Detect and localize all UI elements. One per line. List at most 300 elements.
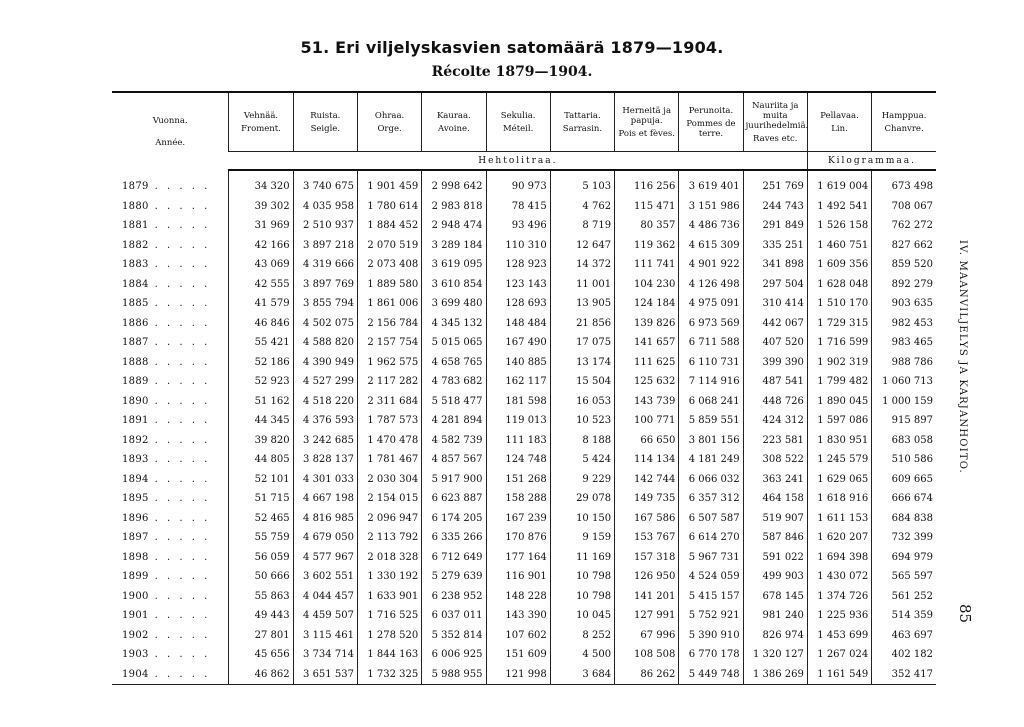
value-cell: 11 169	[550, 548, 614, 568]
value-cell: 2 030 304	[357, 470, 421, 490]
header-year-fi: Vuonna.	[152, 115, 188, 126]
value-cell: 892 279	[872, 275, 936, 295]
value-cell: 5 449 748	[679, 665, 743, 685]
value-cell: 2 154 015	[357, 489, 421, 509]
value-cell: 13 905	[550, 294, 614, 314]
value-cell: 3 242 685	[293, 431, 357, 451]
value-cell: 487 541	[743, 372, 807, 392]
value-cell: 4 524 059	[679, 567, 743, 587]
value-cell: 5 103	[550, 170, 614, 197]
value-cell: 609 665	[872, 470, 936, 490]
leader-dots: . . . . .	[154, 200, 211, 212]
column-header-fi: Hamppua.	[881, 110, 927, 121]
value-cell: 8 719	[550, 216, 614, 236]
table-row	[112, 645, 936, 665]
leader-dots: . . . . .	[154, 356, 211, 368]
value-cell: 1 732 325	[357, 665, 421, 685]
value-cell: 6 973 569	[679, 314, 743, 334]
value-cell: 108 508	[615, 645, 679, 665]
value-cell: 119 013	[486, 411, 550, 431]
leader-dots: . . . . .	[154, 317, 211, 329]
column-header-fr: Pois et fèves.	[618, 128, 675, 139]
value-cell: 4 975 091	[679, 294, 743, 314]
header-year-fr: Année.	[155, 137, 186, 148]
value-cell: 39 820	[229, 431, 293, 451]
year-cell	[112, 665, 229, 685]
value-cell: 1 780 614	[357, 197, 421, 217]
page-number: 85	[956, 604, 974, 624]
value-cell: 46 862	[229, 665, 293, 685]
year-cell	[112, 470, 229, 490]
value-cell: 826 974	[743, 626, 807, 646]
year-cell	[112, 626, 229, 646]
year-label: 1894	[122, 473, 149, 485]
table-row	[112, 411, 936, 431]
value-cell: 352 417	[872, 665, 936, 685]
value-cell: 1 460 751	[807, 236, 871, 256]
value-cell: 44 345	[229, 411, 293, 431]
table-row	[112, 431, 936, 451]
value-cell: 223 581	[743, 431, 807, 451]
table-row	[112, 353, 936, 373]
year-label: 1901	[122, 610, 149, 622]
value-cell: 915 897	[872, 411, 936, 431]
value-cell: 514 359	[872, 606, 936, 626]
value-cell: 3 828 137	[293, 450, 357, 470]
value-cell: 2 998 642	[422, 170, 486, 197]
value-cell: 4 582 739	[422, 431, 486, 451]
value-cell: 561 252	[872, 587, 936, 607]
value-cell: 2 117 282	[357, 372, 421, 392]
value-cell: 128 923	[486, 255, 550, 275]
table-row	[112, 294, 936, 314]
value-cell: 2 073 408	[357, 255, 421, 275]
column-header	[615, 92, 679, 152]
year-label: 1886	[122, 317, 149, 329]
value-cell: 4 762	[550, 197, 614, 217]
value-cell: 3 897 769	[293, 275, 357, 295]
value-cell: 3 699 480	[422, 294, 486, 314]
value-cell: 1 629 065	[807, 470, 871, 490]
unit-row	[112, 152, 936, 171]
value-cell: 1 902 319	[807, 353, 871, 373]
value-cell: 51 715	[229, 489, 293, 509]
table-row	[112, 606, 936, 626]
value-cell: 1 781 467	[357, 450, 421, 470]
value-cell: 111 625	[615, 353, 679, 373]
column-header-fr: Avoine.	[438, 123, 470, 134]
table-row	[112, 170, 936, 197]
value-cell: 448 726	[743, 392, 807, 412]
leader-dots: . . . . .	[154, 629, 211, 641]
value-cell: 9 229	[550, 470, 614, 490]
table-row	[112, 275, 936, 295]
value-cell: 115 471	[615, 197, 679, 217]
leader-dots: . . . . .	[154, 278, 211, 290]
value-cell: 565 597	[872, 567, 936, 587]
year-cell	[112, 372, 229, 392]
column-header-fi: Tattaria.	[564, 110, 601, 121]
year-label: 1900	[122, 590, 149, 602]
value-cell: 3 602 551	[293, 567, 357, 587]
value-cell: 6 068 241	[679, 392, 743, 412]
column-header-fr: Raves etc.	[753, 133, 798, 144]
year-label: 1890	[122, 395, 149, 407]
column-header-fr: Méteil.	[502, 123, 534, 134]
value-cell: 3 619 095	[422, 255, 486, 275]
value-cell: 1 799 482	[807, 372, 871, 392]
column-header	[679, 92, 743, 152]
value-cell: 52 465	[229, 509, 293, 529]
value-cell: 1 430 072	[807, 567, 871, 587]
value-cell: 121 998	[486, 665, 550, 685]
value-cell: 510 586	[872, 450, 936, 470]
value-cell: 341 898	[743, 255, 807, 275]
value-cell: 3 734 714	[293, 645, 357, 665]
table-row	[112, 392, 936, 412]
value-cell: 34 320	[229, 170, 293, 197]
column-header-fi: Vehnää.	[243, 110, 279, 121]
year-label: 1884	[122, 278, 149, 290]
harvest-table	[112, 91, 936, 685]
column-header-fi: Kauraa.	[436, 110, 471, 121]
value-cell: 123 143	[486, 275, 550, 295]
value-cell: 7 114 916	[679, 372, 743, 392]
year-cell	[112, 411, 229, 431]
value-cell: 1 492 541	[807, 197, 871, 217]
value-cell: 1 597 086	[807, 411, 871, 431]
unit-kilograms: Kilogrammaa.	[807, 152, 936, 171]
value-cell: 1 694 398	[807, 548, 871, 568]
value-cell: 153 767	[615, 528, 679, 548]
value-cell: 6 066 032	[679, 470, 743, 490]
value-cell: 251 769	[743, 170, 807, 197]
table-body	[112, 170, 936, 685]
leader-dots: . . . . .	[154, 395, 211, 407]
value-cell: 141 657	[615, 333, 679, 353]
value-cell: 49 443	[229, 606, 293, 626]
column-header-fi: Pellavaa.	[820, 110, 859, 121]
value-cell: 519 907	[743, 509, 807, 529]
value-cell: 126 950	[615, 567, 679, 587]
year-label: 1891	[122, 415, 149, 427]
value-cell: 90 973	[486, 170, 550, 197]
year-cell	[112, 587, 229, 607]
table-row	[112, 470, 936, 490]
value-cell: 10 150	[550, 509, 614, 529]
value-cell: 3 684	[550, 665, 614, 685]
value-cell: 5 279 639	[422, 567, 486, 587]
value-cell: 1 609 356	[807, 255, 871, 275]
year-label: 1902	[122, 629, 149, 641]
unit-hectoliters: Hehtolitraa.	[229, 152, 808, 171]
year-label: 1904	[122, 668, 149, 680]
table-row	[112, 314, 936, 334]
value-cell: 42 166	[229, 236, 293, 256]
value-cell: 1 060 713	[872, 372, 936, 392]
value-cell: 111 741	[615, 255, 679, 275]
value-cell: 3 740 675	[293, 170, 357, 197]
table-row	[112, 236, 936, 256]
value-cell: 1 830 951	[807, 431, 871, 451]
column-header-fr: Sarrasin.	[562, 123, 603, 134]
column-header	[229, 92, 293, 152]
value-cell: 151 268	[486, 470, 550, 490]
page-subtitle: Récolte 1879—1904.	[431, 64, 593, 80]
value-cell: 148 484	[486, 314, 550, 334]
year-label: 1896	[122, 512, 149, 524]
value-cell: 1 330 192	[357, 567, 421, 587]
value-cell: 107 602	[486, 626, 550, 646]
section-margin-label: IV. MAANVILJELYS JA KARJANHOITO.	[957, 240, 968, 474]
year-cell	[112, 450, 229, 470]
value-cell: 2 311 684	[357, 392, 421, 412]
value-cell: 5 390 910	[679, 626, 743, 646]
year-label: 1903	[122, 649, 149, 661]
value-cell: 499 903	[743, 567, 807, 587]
column-header-fr: Froment.	[241, 123, 281, 134]
year-cell	[112, 275, 229, 295]
value-cell: 4 301 033	[293, 470, 357, 490]
value-cell: 5 859 551	[679, 411, 743, 431]
year-cell	[112, 170, 229, 197]
value-cell: 93 496	[486, 216, 550, 236]
year-label: 1892	[122, 434, 149, 446]
leader-dots: . . . . .	[154, 493, 211, 505]
year-cell	[112, 236, 229, 256]
value-cell: 55 759	[229, 528, 293, 548]
leader-dots: . . . . .	[154, 532, 211, 544]
leader-dots: . . . . .	[154, 649, 211, 661]
value-cell: 127 991	[615, 606, 679, 626]
value-cell: 666 674	[872, 489, 936, 509]
value-cell: 4 783 682	[422, 372, 486, 392]
value-cell: 464 158	[743, 489, 807, 509]
value-cell: 158 288	[486, 489, 550, 509]
value-cell: 1 611 153	[807, 509, 871, 529]
value-cell: 1 633 901	[357, 587, 421, 607]
value-cell: 3 651 537	[293, 665, 357, 685]
value-cell: 4 319 666	[293, 255, 357, 275]
value-cell: 1 526 158	[807, 216, 871, 236]
value-cell: 42 555	[229, 275, 293, 295]
value-cell: 4 044 457	[293, 587, 357, 607]
value-cell: 143 390	[486, 606, 550, 626]
value-cell: 2 113 792	[357, 528, 421, 548]
value-cell: 1 861 006	[357, 294, 421, 314]
value-cell: 50 666	[229, 567, 293, 587]
year-label: 1899	[122, 571, 149, 583]
year-label: 1879	[122, 180, 149, 192]
column-header	[872, 92, 936, 152]
value-cell: 2 096 947	[357, 509, 421, 529]
value-cell: 124 184	[615, 294, 679, 314]
value-cell: 1 000 159	[872, 392, 936, 412]
value-cell: 8 252	[550, 626, 614, 646]
value-cell: 6 770 178	[679, 645, 743, 665]
column-header-fi: Nauriita ja muita juurihedelmiä.	[745, 100, 809, 131]
value-cell: 27 801	[229, 626, 293, 646]
value-cell: 3 897 218	[293, 236, 357, 256]
leader-dots: . . . . .	[154, 473, 211, 485]
value-cell: 424 312	[743, 411, 807, 431]
column-header-fi: Herneitä ja papuja.	[622, 105, 672, 126]
value-cell: 143 739	[615, 392, 679, 412]
value-cell: 402 182	[872, 645, 936, 665]
value-cell: 5 917 900	[422, 470, 486, 490]
value-cell: 52 923	[229, 372, 293, 392]
table-row	[112, 372, 936, 392]
value-cell: 100 771	[615, 411, 679, 431]
value-cell: 463 697	[872, 626, 936, 646]
leader-dots: . . . . .	[154, 180, 211, 192]
leader-dots: . . . . .	[154, 434, 211, 446]
value-cell: 29 078	[550, 489, 614, 509]
value-cell: 52 101	[229, 470, 293, 490]
column-header-row	[112, 92, 936, 152]
column-header	[807, 92, 871, 152]
value-cell: 4 901 922	[679, 255, 743, 275]
year-cell	[112, 392, 229, 412]
value-cell: 110 310	[486, 236, 550, 256]
table-row	[112, 216, 936, 236]
table-row	[112, 333, 936, 353]
value-cell: 55 863	[229, 587, 293, 607]
value-cell: 297 504	[743, 275, 807, 295]
year-label: 1897	[122, 532, 149, 544]
value-cell: 4 615 309	[679, 236, 743, 256]
table-row	[112, 528, 936, 548]
value-cell: 3 610 854	[422, 275, 486, 295]
year-label: 1888	[122, 356, 149, 368]
value-cell: 52 186	[229, 353, 293, 373]
value-cell: 141 201	[615, 587, 679, 607]
value-cell: 5 415 157	[679, 587, 743, 607]
value-cell: 4 500	[550, 645, 614, 665]
year-cell	[112, 314, 229, 334]
value-cell: 66 650	[615, 431, 679, 451]
value-cell: 4 181 249	[679, 450, 743, 470]
value-cell: 128 693	[486, 294, 550, 314]
value-cell: 1 844 163	[357, 645, 421, 665]
value-cell: 859 520	[872, 255, 936, 275]
value-cell: 10 798	[550, 587, 614, 607]
value-cell: 6 335 266	[422, 528, 486, 548]
value-cell: 244 743	[743, 197, 807, 217]
value-cell: 1 510 170	[807, 294, 871, 314]
value-cell: 148 228	[486, 587, 550, 607]
value-cell: 124 748	[486, 450, 550, 470]
value-cell: 4 281 894	[422, 411, 486, 431]
value-cell: 1 278 520	[357, 626, 421, 646]
value-cell: 4 518 220	[293, 392, 357, 412]
value-cell: 1 890 045	[807, 392, 871, 412]
value-cell: 827 662	[872, 236, 936, 256]
value-cell: 4 527 299	[293, 372, 357, 392]
table-row	[112, 255, 936, 275]
value-cell: 162 117	[486, 372, 550, 392]
column-header	[357, 92, 421, 152]
value-cell: 78 415	[486, 197, 550, 217]
value-cell: 1 628 048	[807, 275, 871, 295]
value-cell: 116 901	[486, 567, 550, 587]
column-header	[486, 92, 550, 152]
value-cell: 291 849	[743, 216, 807, 236]
leader-dots: . . . . .	[154, 610, 211, 622]
leader-dots: . . . . .	[154, 298, 211, 310]
value-cell: 399 390	[743, 353, 807, 373]
leader-dots: . . . . .	[154, 668, 211, 680]
value-cell: 1 161 549	[807, 665, 871, 685]
leader-dots: . . . . .	[154, 551, 211, 563]
value-cell: 5 424	[550, 450, 614, 470]
value-cell: 41 579	[229, 294, 293, 314]
table-row	[112, 587, 936, 607]
value-cell: 8 188	[550, 431, 614, 451]
value-cell: 1 267 024	[807, 645, 871, 665]
value-cell: 4 816 985	[293, 509, 357, 529]
value-cell: 6 712 649	[422, 548, 486, 568]
value-cell: 170 876	[486, 528, 550, 548]
year-cell	[112, 567, 229, 587]
value-cell: 12 647	[550, 236, 614, 256]
value-cell: 983 465	[872, 333, 936, 353]
value-cell: 157 318	[615, 548, 679, 568]
value-cell: 2 070 519	[357, 236, 421, 256]
value-cell: 31 969	[229, 216, 293, 236]
value-cell: 114 134	[615, 450, 679, 470]
value-cell: 111 183	[486, 431, 550, 451]
value-cell: 119 362	[615, 236, 679, 256]
year-label: 1882	[122, 239, 149, 251]
page-title: 51. Eri viljelyskasvien satomäärä 1879—1904.	[300, 38, 724, 57]
value-cell: 140 885	[486, 353, 550, 373]
year-cell	[112, 509, 229, 529]
value-cell: 10 523	[550, 411, 614, 431]
column-header-fr: Pommes de terre.	[686, 118, 736, 139]
value-cell: 1 901 459	[357, 170, 421, 197]
value-cell: 4 658 765	[422, 353, 486, 373]
leader-dots: . . . . .	[154, 590, 211, 602]
value-cell: 4 390 949	[293, 353, 357, 373]
value-cell: 1 619 004	[807, 170, 871, 197]
value-cell: 1 787 573	[357, 411, 421, 431]
value-cell: 6 623 887	[422, 489, 486, 509]
table-row	[112, 489, 936, 509]
year-label: 1885	[122, 298, 149, 310]
column-header	[293, 92, 357, 152]
value-cell: 55 421	[229, 333, 293, 353]
value-cell: 2 983 818	[422, 197, 486, 217]
value-cell: 4 376 593	[293, 411, 357, 431]
value-cell: 3 619 401	[679, 170, 743, 197]
value-cell: 2 018 328	[357, 548, 421, 568]
value-cell: 2 156 784	[357, 314, 421, 334]
value-cell: 6 174 205	[422, 509, 486, 529]
table-row	[112, 509, 936, 529]
value-cell: 21 856	[550, 314, 614, 334]
year-label: 1893	[122, 454, 149, 466]
value-cell: 4 667 198	[293, 489, 357, 509]
value-cell: 308 522	[743, 450, 807, 470]
year-cell	[112, 645, 229, 665]
value-cell: 151 609	[486, 645, 550, 665]
value-cell: 673 498	[872, 170, 936, 197]
year-label: 1881	[122, 220, 149, 232]
column-header-fi: Ohraa.	[374, 110, 405, 121]
value-cell: 5 967 731	[679, 548, 743, 568]
value-cell: 5 752 921	[679, 606, 743, 626]
